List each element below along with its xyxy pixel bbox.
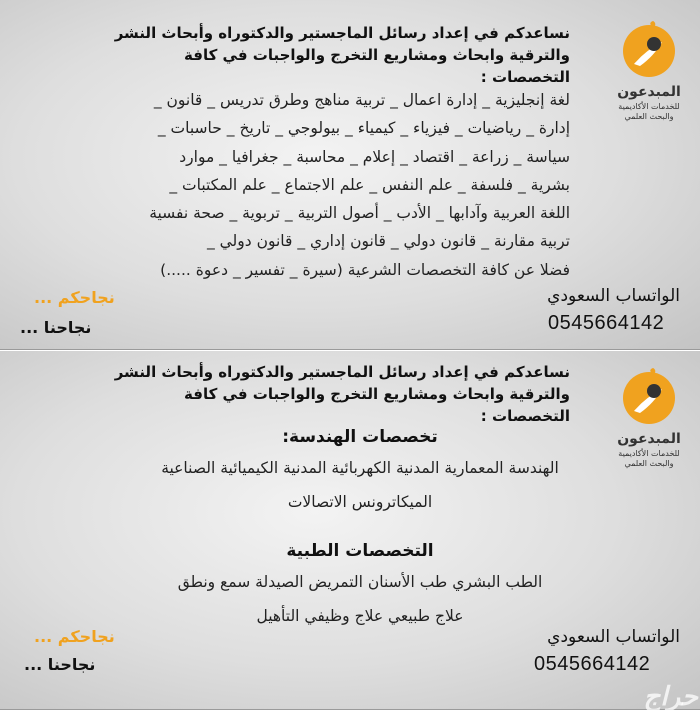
- medical-list: الطب البشري طب الأسنان التمريض الصيدلة سمع ونطق علاج طبيعي علاج وظيفي التأهيل: [177, 573, 543, 625]
- slogan-black: نجاحنا ...: [20, 318, 92, 337]
- specialties-list: [110, 86, 570, 284]
- slogan-orange: نجاحكم ...: [34, 288, 115, 307]
- site-watermark: حراج: [643, 682, 698, 712]
- engineering-list: الهندسة المعمارية المدنية الكهربائية المدنية الكيميائية الصناعية الميكاترونس الاتصالات: [161, 459, 559, 511]
- specialty-line: سياسة _ زراعة _ اقتصاد _ إعلام _ محاسبة _ جغرافيا _ موارد: [179, 147, 570, 166]
- specialty-line: لغة إنجليزية _ إدارة اعمال _ تربية مناهج وطرق تدريس _ قانون _: [153, 91, 570, 109]
- specialty-line: فضلا عن كافة التخصصات الشرعية (سيرة _ تفسير _ دعوة .....): [160, 260, 570, 279]
- whatsapp-label: الواتساب السعودي: [547, 286, 680, 306]
- whatsapp-label: الواتساب السعودي: [547, 627, 680, 647]
- brand-emblem-icon: [620, 367, 678, 425]
- specialty-line: تربية مقارنة _ قانون دولي _ قانون إداري _ قانون دولي _: [206, 232, 570, 251]
- specialty-line: إدارة _ رياضيات _ فيزياء _ كيمياء _ بيولوجي _ تاريخ _ حاسبات _: [157, 119, 570, 138]
- slogan-black: نجاحنا ...: [24, 655, 96, 674]
- intro-text: نساعدكم في إعداد رسائل الماجستير والدكتوراه وأبحاث النشر والترقية وابحاث ومشاريع التخرج والواجبات في كافة التخصصات :: [114, 363, 570, 425]
- slogan-orange: نجاحكم ...: [34, 627, 115, 646]
- specialty-line: اللغة العربية وآدابها _ الأدب _ أصول التربية _ تربوية _ صحة نفسية: [149, 204, 570, 223]
- brand-subtitle: للخدمات الأكاديمية والبحث العلمي: [618, 102, 680, 121]
- medical-title: التخصصات الطبية: [286, 541, 434, 561]
- ad-card-general: [0, 0, 700, 350]
- brand-name: المبدعون: [617, 431, 681, 447]
- phone-number[interactable]: 0545664142: [548, 312, 665, 334]
- specialty-line: بشرية _ فلسفة _ علم النفس _ علم الاجتماع _ علم المكتبات _: [169, 175, 570, 194]
- brand-emblem-icon: [620, 20, 678, 78]
- phone-number[interactable]: 0545664142: [534, 653, 651, 675]
- intro-text: نساعدكم في إعداد رسائل الماجستير والدكتوراه وأبحاث النشر والترقية وابحاث ومشاريع التخرج والواجبات في كافة التخصصات :: [114, 24, 570, 86]
- ad-card-engineering-medical: [0, 351, 700, 710]
- brand-subtitle: للخدمات الأكاديمية والبحث العلمي: [618, 449, 680, 468]
- engineering-title: تخصصات الهندسة:: [282, 427, 438, 447]
- brand-name: المبدعون: [617, 84, 681, 100]
